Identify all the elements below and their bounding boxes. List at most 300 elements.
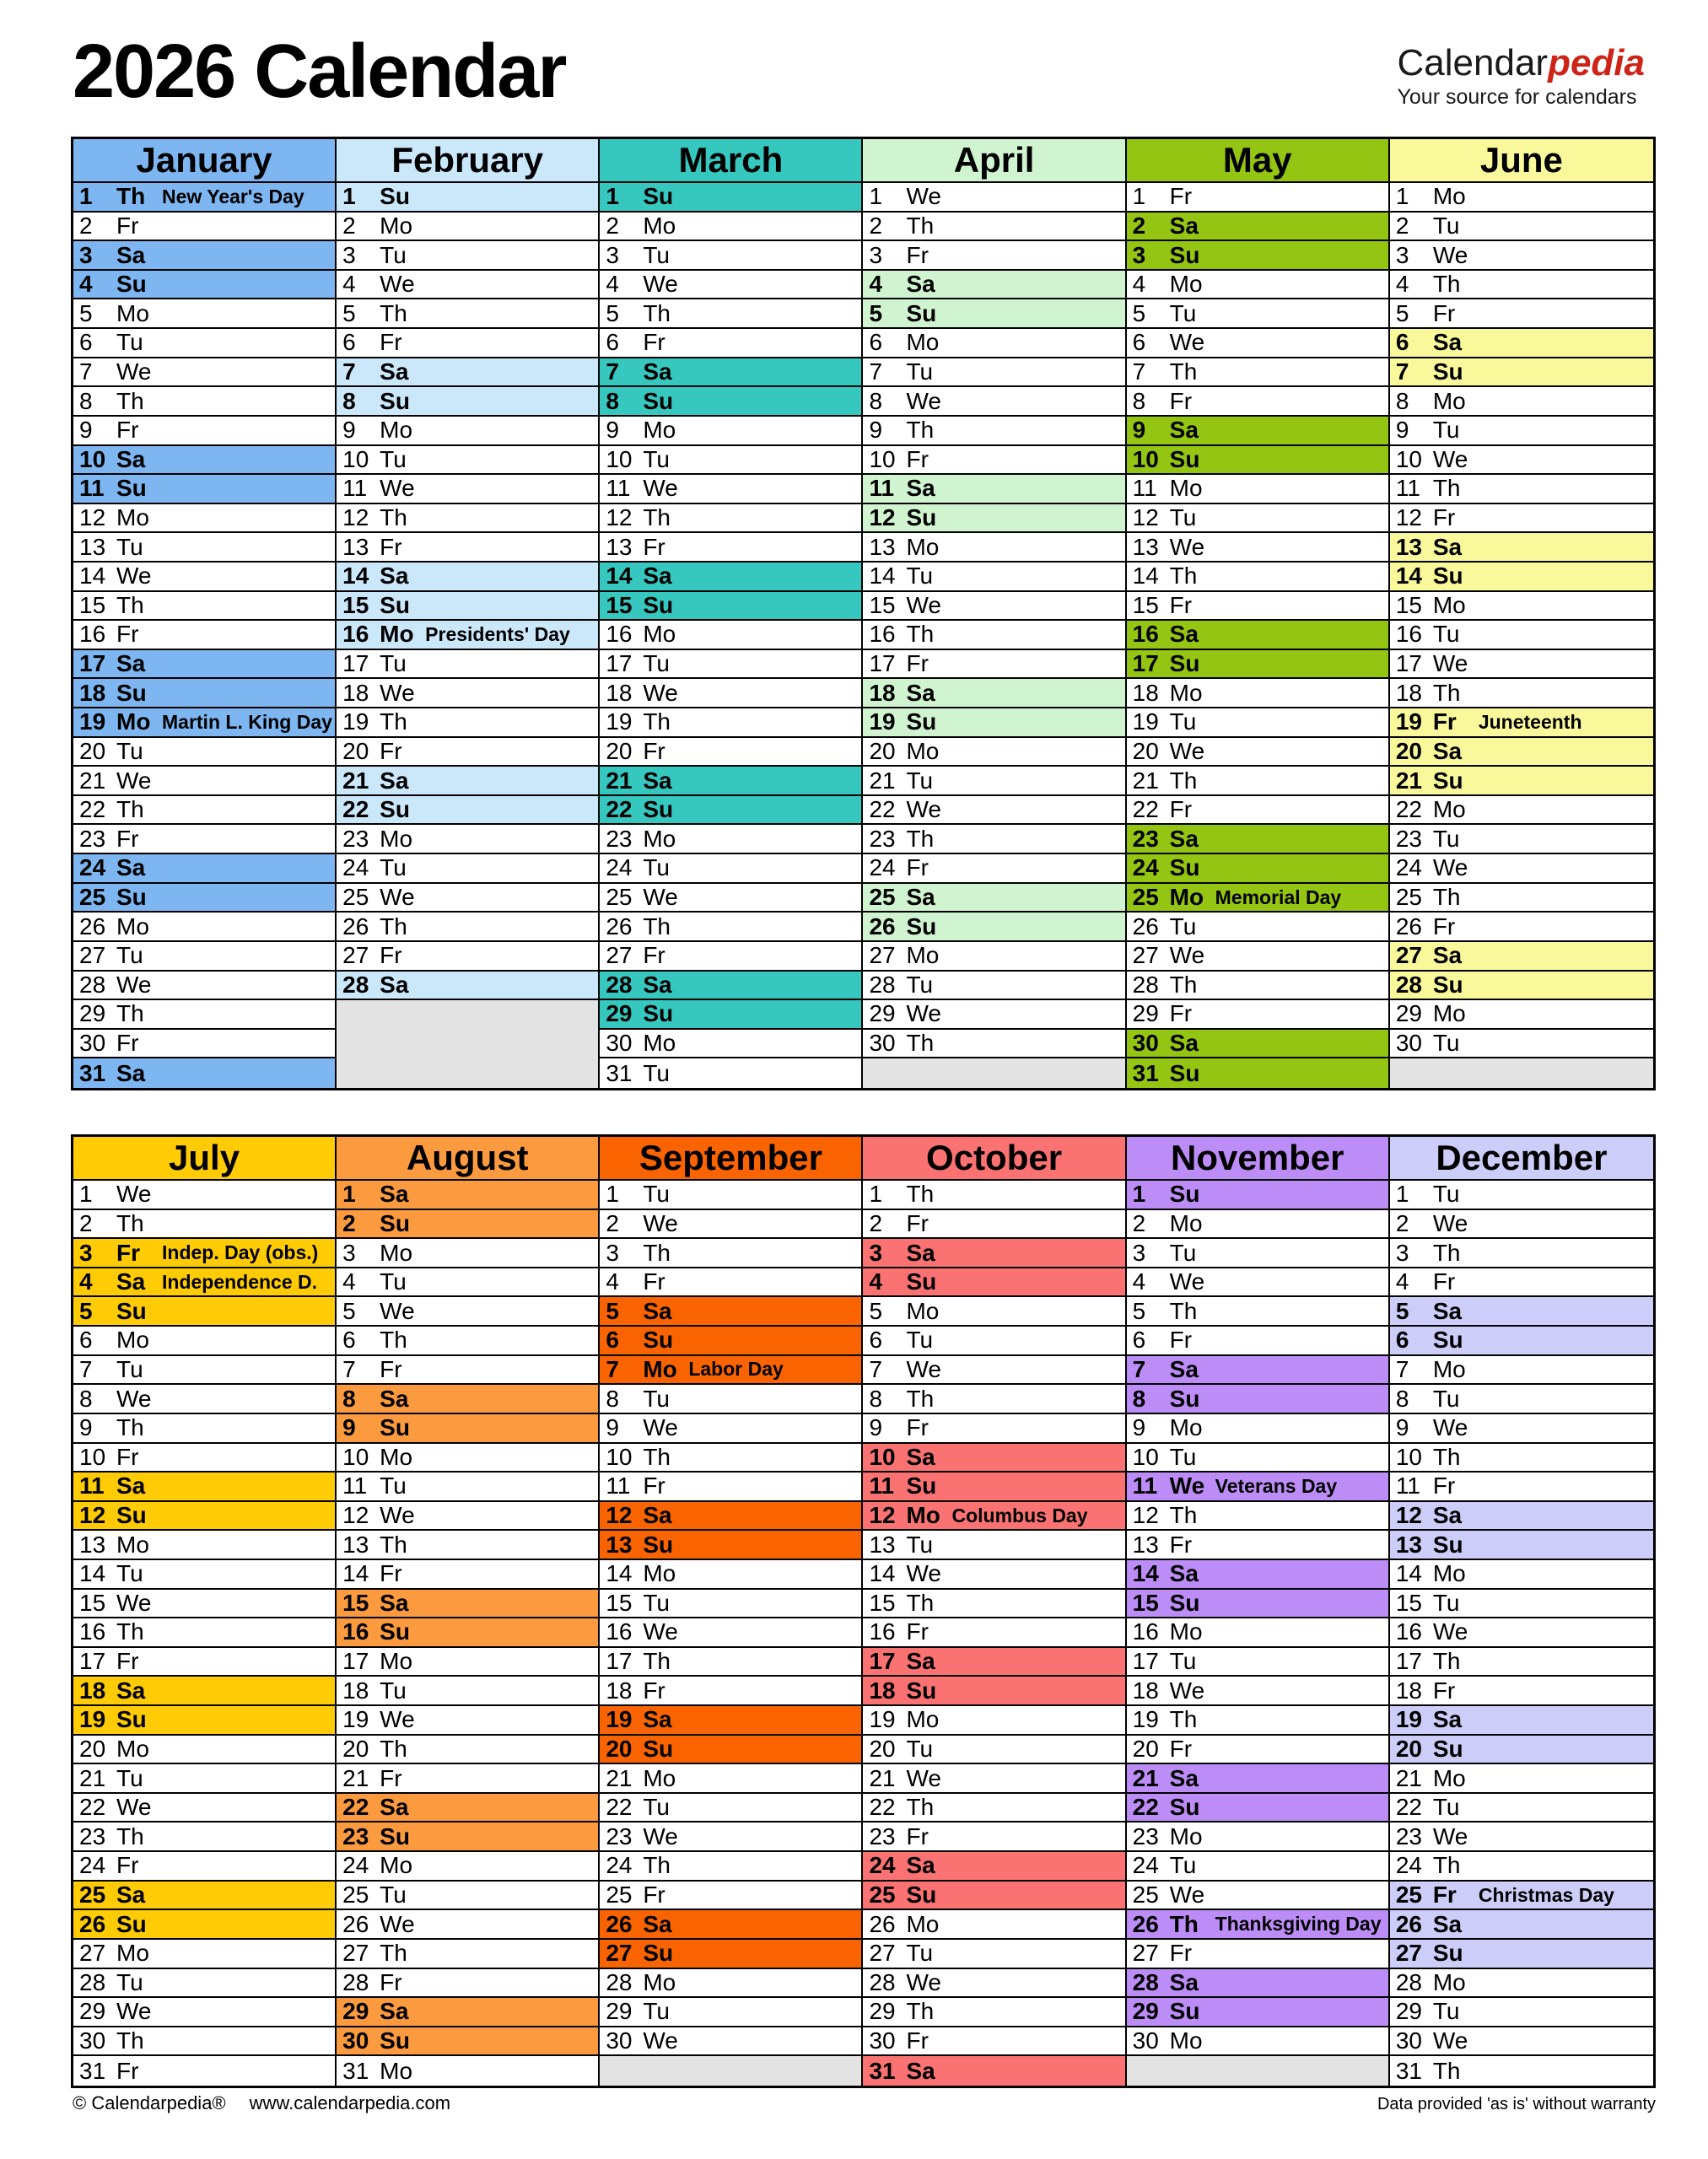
day-row-february-25: [337, 884, 598, 913]
day-number: 9: [1395, 1414, 1409, 1441]
day-weekday: Mo: [1432, 1000, 1466, 1027]
day-number: 21: [869, 1764, 896, 1791]
month-header-april: April: [863, 139, 1124, 183]
day-number: 20: [869, 737, 896, 764]
day-weekday: Mo: [643, 212, 676, 239]
day-number: 11: [79, 1473, 105, 1499]
day-weekday: Tu: [116, 942, 143, 969]
day-row-september-19: [600, 1706, 861, 1736]
day-number: 3: [1132, 1239, 1146, 1266]
day-number: 4: [79, 271, 93, 298]
day-number: 23: [1132, 1822, 1159, 1849]
day-number: 9: [79, 1414, 93, 1441]
day-weekday: Tu: [116, 1968, 143, 1995]
day-row-july-12: [73, 1502, 335, 1532]
day-row-november-29: [1127, 1998, 1388, 2027]
day-row-december-6: [1390, 1327, 1653, 1356]
day-row-may-17: [1127, 650, 1388, 680]
day-number: 16: [342, 1618, 369, 1645]
day-weekday: Fr: [643, 1268, 665, 1295]
day-weekday: Fr: [643, 1882, 665, 1908]
day-row-may-18: [1127, 679, 1388, 708]
day-row-november-13: [1127, 1531, 1388, 1560]
day-row-october-13: [863, 1531, 1124, 1560]
day-number: 9: [606, 417, 619, 444]
day-number: 22: [1132, 1794, 1159, 1821]
day-number: 21: [1395, 767, 1422, 794]
day-number: 27: [1132, 942, 1159, 969]
day-number: 23: [1132, 825, 1159, 852]
day-weekday: Tu: [116, 533, 143, 560]
day-row-october-17: [863, 1648, 1124, 1677]
day-weekday: Fr: [906, 1209, 929, 1236]
day-weekday: Su: [116, 884, 147, 910]
day-number: 10: [869, 1443, 896, 1470]
day-weekday: Sa: [906, 679, 935, 706]
day-row-july-29: [73, 1998, 335, 2027]
day-row-march-15: [600, 592, 861, 622]
day-row-january-13: [73, 533, 335, 563]
day-weekday: Fr: [1432, 299, 1456, 326]
day-number: 23: [606, 1822, 633, 1849]
calendarpedia-logo: [1398, 44, 1645, 110]
day-number: 27: [869, 1940, 896, 1967]
day-weekday: We: [1169, 737, 1205, 764]
day-row-march-8: [600, 387, 861, 417]
day-number: 21: [79, 1764, 106, 1791]
day-number: 16: [1132, 621, 1159, 648]
day-number: 28: [79, 1968, 106, 1995]
day-row-march-31: [600, 1058, 861, 1088]
day-weekday: Tu: [1432, 825, 1460, 852]
day-number: 2: [79, 1209, 93, 1236]
day-row-august-21: [337, 1764, 598, 1794]
day-row-april-19: [863, 708, 1124, 738]
day-weekday: We: [116, 1998, 152, 2025]
day-row-january-27: [73, 942, 335, 972]
day-weekday: Su: [1169, 241, 1200, 268]
day-row-february-17: [337, 650, 598, 680]
day-weekday: Tu: [116, 1560, 143, 1587]
day-number: 14: [1395, 563, 1422, 590]
day-weekday: Th: [643, 1239, 671, 1266]
day-weekday: Th: [116, 183, 146, 210]
day-weekday: Mo: [380, 1239, 413, 1266]
day-weekday: Mo: [1169, 679, 1203, 706]
day-number: 2: [1132, 212, 1146, 239]
day-number: 6: [1395, 329, 1409, 356]
day-weekday: Th: [906, 1589, 935, 1616]
day-row-january-7: [73, 358, 335, 388]
day-weekday: Sa: [1169, 212, 1199, 239]
day-row-january-18: [73, 679, 335, 708]
day-weekday: We: [380, 271, 415, 298]
day-weekday: Sa: [116, 1677, 146, 1704]
day-weekday: We: [906, 1968, 941, 1995]
day-weekday: Su: [380, 183, 410, 210]
day-number: 10: [79, 1443, 106, 1470]
day-row-december-4: [1390, 1268, 1653, 1298]
day-row-march-17: [600, 650, 861, 680]
day-weekday: Mo: [1169, 1209, 1203, 1236]
month-column-july: [73, 1137, 337, 2086]
day-number: 3: [342, 241, 356, 268]
day-weekday: Sa: [906, 475, 935, 502]
day-row-august-22: [337, 1794, 598, 1823]
day-number: 21: [1132, 1764, 1159, 1791]
day-weekday: Fr: [643, 329, 665, 356]
day-row-february-20: [337, 738, 598, 767]
day-number: 24: [606, 1852, 633, 1879]
day-weekday: Sa: [643, 1706, 672, 1733]
day-number: 1: [1395, 1181, 1409, 1208]
day-weekday: Mo: [116, 299, 149, 326]
day-number: 2: [606, 212, 619, 239]
day-number: 2: [342, 212, 356, 239]
day-weekday: Su: [1169, 1181, 1200, 1208]
day-number: 2: [342, 1209, 356, 1236]
day-number: 1: [79, 1181, 93, 1208]
day-weekday: Sa: [380, 1181, 409, 1208]
day-weekday: Su: [116, 679, 147, 706]
day-weekday: We: [380, 1502, 415, 1529]
day-number: 26: [79, 913, 106, 940]
day-number: 28: [869, 971, 896, 998]
day-weekday: Tu: [643, 854, 670, 881]
day-row-september-6: [600, 1327, 861, 1356]
day-row-february-18: [337, 679, 598, 708]
day-row-november-20: [1127, 1736, 1388, 1765]
day-weekday: Mo: [906, 329, 940, 356]
month-column-may: [1127, 139, 1390, 1088]
day-row-june-6: [1390, 329, 1653, 358]
day-weekday: Mo: [1169, 271, 1203, 298]
day-number: 24: [606, 854, 633, 881]
day-weekday: Th: [1169, 1297, 1198, 1324]
day-row-march-30: [600, 1030, 861, 1059]
day-weekday: Fr: [643, 1473, 665, 1499]
day-number: 25: [1395, 1882, 1422, 1908]
day-weekday: Tu: [643, 1589, 670, 1616]
day-number: 13: [869, 1531, 896, 1558]
day-number: 27: [606, 1940, 633, 1967]
footer-url: www.calendarpedia.com: [249, 2092, 451, 2113]
day-row-may-3: [1127, 241, 1388, 271]
day-weekday: Su: [380, 796, 410, 823]
day-row-december-26: [1390, 1910, 1653, 1940]
day-weekday: Mo: [116, 1940, 149, 1967]
day-number: 19: [869, 708, 896, 735]
day-number: 11: [342, 1473, 368, 1499]
day-number: 30: [1395, 1030, 1422, 1057]
day-number: 12: [342, 1502, 369, 1529]
day-number: 7: [869, 1355, 883, 1382]
day-number: 14: [342, 563, 369, 590]
day-weekday: Th: [116, 1414, 144, 1441]
day-row-july-19: [73, 1706, 335, 1736]
day-row-february-5: [337, 299, 598, 329]
day-number: 4: [606, 1268, 619, 1295]
day-row-september-26: [600, 1910, 861, 1940]
day-number: 20: [1395, 737, 1422, 764]
day-weekday: Th: [643, 1648, 671, 1675]
day-weekday: Tu: [643, 241, 670, 268]
day-row-august-20: [337, 1736, 598, 1765]
day-number: 6: [869, 329, 883, 356]
day-weekday: Mo: [380, 1443, 413, 1470]
day-number: 22: [342, 1794, 369, 1821]
day-row-july-1: [73, 1181, 335, 1210]
day-weekday: Th: [116, 591, 144, 618]
day-number: 20: [1395, 1735, 1422, 1762]
day-row-september-8: [600, 1385, 861, 1414]
day-weekday: Th: [906, 1181, 935, 1208]
day-row-december-20: [1390, 1736, 1653, 1765]
day-number: 18: [869, 679, 896, 706]
day-weekday: Sa: [116, 1882, 146, 1908]
day-number: 11: [1132, 475, 1157, 502]
day-number: 27: [79, 1940, 106, 1967]
day-number: 15: [1132, 591, 1159, 618]
day-weekday: Mo: [380, 621, 414, 648]
day-number: 2: [1132, 1209, 1146, 1236]
day-weekday: Mo: [906, 533, 940, 560]
day-weekday: Fr: [380, 737, 402, 764]
day-weekday: Su: [380, 2027, 410, 2054]
day-row-january-2: [73, 213, 335, 242]
day-number: 8: [869, 1385, 883, 1412]
day-row-august-27: [337, 1940, 598, 1969]
day-number: 19: [1132, 708, 1159, 735]
day-weekday: Tu: [906, 1327, 934, 1354]
day-number: 28: [1132, 1968, 1159, 1995]
day-weekday: Fr: [116, 2057, 139, 2084]
day-number: 26: [79, 1910, 106, 1937]
day-weekday: We: [380, 1706, 415, 1733]
day-row-august-18: [337, 1677, 598, 1706]
day-number: 8: [1395, 387, 1409, 414]
day-weekday: Su: [643, 796, 674, 823]
day-number: 16: [869, 1618, 896, 1645]
day-row-november-5: [1127, 1297, 1388, 1327]
day-row-april-29: [863, 1000, 1124, 1030]
day-number: 30: [79, 2027, 106, 2054]
day-row-october-27: [863, 1940, 1124, 1969]
day-row-november-25: [1127, 1882, 1388, 1911]
day-number: 9: [342, 1414, 356, 1441]
day-weekday: Mo: [643, 1968, 676, 1995]
holiday-label: Thanksgiving Day: [1215, 1913, 1382, 1936]
day-weekday: Th: [1432, 1852, 1461, 1879]
day-number: 30: [1395, 2027, 1422, 2054]
day-weekday: Tu: [380, 1473, 407, 1499]
day-row-march-22: [600, 796, 861, 826]
day-number: 22: [606, 796, 633, 823]
day-row-october-7: [863, 1356, 1124, 1386]
day-number: 13: [1395, 533, 1422, 560]
day-row-april-4: [863, 271, 1124, 300]
holiday-label: Indep. Day (obs.): [162, 1241, 319, 1264]
day-number: 29: [1132, 1000, 1159, 1027]
day-weekday: Th: [1432, 475, 1461, 502]
day-number: 18: [342, 679, 369, 706]
day-weekday: Th: [380, 913, 407, 940]
day-number: 29: [79, 1000, 106, 1027]
day-number: 2: [606, 1209, 619, 1236]
holiday-label: Martin L. King Day: [162, 710, 332, 733]
day-row-march-3: [600, 241, 861, 271]
day-row-may-8: [1127, 387, 1388, 417]
day-number: 1: [1132, 1181, 1146, 1208]
day-number: 13: [869, 533, 896, 560]
day-number: 22: [1395, 796, 1422, 823]
day-number: 14: [1132, 563, 1159, 590]
day-number: 23: [606, 825, 633, 852]
day-weekday: Th: [380, 504, 407, 531]
day-weekday: We: [116, 563, 152, 590]
day-weekday: Sa: [380, 1589, 409, 1616]
day-row-september-12: [600, 1502, 861, 1532]
day-row-july-22: [73, 1794, 335, 1823]
day-weekday: Fr: [1169, 387, 1193, 414]
day-number: 19: [79, 708, 106, 735]
day-row-september-30: [600, 2027, 861, 2057]
day-number: 12: [1132, 504, 1159, 531]
day-number: 11: [1395, 1473, 1420, 1499]
day-number: 7: [1395, 1355, 1409, 1382]
day-row-january-29: [73, 1000, 335, 1030]
day-row-may-19: [1127, 708, 1388, 738]
day-weekday: Th: [1169, 563, 1198, 590]
day-row-january-16: [73, 621, 335, 650]
day-row-february-2: [337, 213, 598, 242]
day-number: 9: [869, 1414, 883, 1441]
day-row-april-5: [863, 299, 1124, 329]
day-row-february-9: [337, 417, 598, 446]
day-row-february-3: [337, 241, 598, 271]
day-row-december-15: [1390, 1590, 1653, 1619]
day-number: 31: [1395, 2057, 1422, 2084]
day-row-april-22: [863, 796, 1124, 826]
day-row-april-28: [863, 972, 1124, 1001]
day-number: 1: [606, 183, 619, 210]
day-row-november-30: [1127, 2027, 1388, 2057]
month-column-march: [600, 139, 863, 1088]
day-number: 8: [79, 387, 93, 414]
day-weekday: Tu: [1169, 299, 1197, 326]
day-weekday: Su: [116, 271, 147, 298]
day-weekday: Tu: [1169, 1443, 1197, 1470]
day-row-august-29: [337, 1998, 598, 2027]
day-weekday: We: [1169, 329, 1205, 356]
day-row-may-29: [1127, 1000, 1388, 1030]
day-number: 6: [606, 1327, 619, 1354]
day-number: 5: [79, 1297, 93, 1324]
day-row-november-10: [1127, 1444, 1388, 1473]
day-number: 12: [79, 1502, 106, 1529]
day-weekday: Tu: [643, 1181, 670, 1208]
day-number: 22: [606, 1794, 633, 1821]
day-number: 3: [79, 1239, 93, 1266]
day-weekday: Fr: [116, 1030, 139, 1057]
day-number: 28: [869, 1968, 896, 1995]
day-weekday: Tu: [906, 971, 934, 998]
day-number: 3: [342, 1239, 356, 1266]
day-row-march-4: [600, 271, 861, 300]
day-number: 17: [1395, 650, 1422, 677]
day-row-june-19: [1390, 708, 1653, 738]
day-row-august-1: [337, 1181, 598, 1210]
day-row-december-12: [1390, 1502, 1653, 1532]
day-weekday: We: [906, 1355, 941, 1382]
day-number: 27: [342, 942, 369, 969]
day-number: 19: [79, 1706, 106, 1733]
day-weekday: Th: [643, 504, 671, 531]
day-weekday: Su: [643, 1940, 674, 1967]
day-row-may-7: [1127, 358, 1388, 388]
day-weekday: Sa: [643, 1502, 672, 1529]
day-weekday: Su: [1432, 1735, 1463, 1762]
day-row-august-12: [337, 1502, 598, 1532]
day-row-october-6: [863, 1327, 1124, 1356]
day-row-february-13: [337, 533, 598, 563]
day-row-october-15: [863, 1590, 1124, 1619]
day-number: 22: [79, 1794, 106, 1821]
day-row-july-6: [73, 1327, 335, 1356]
day-row-november-4: [1127, 1268, 1388, 1298]
day-row-july-7: [73, 1356, 335, 1386]
day-row-january-10: [73, 446, 335, 476]
day-weekday: Th: [1432, 884, 1461, 910]
day-row-november-23: [1127, 1822, 1388, 1852]
day-number: 28: [1395, 1968, 1422, 1995]
day-weekday: Tu: [906, 563, 934, 590]
day-number: 19: [1132, 1706, 1159, 1733]
day-weekday: Tu: [643, 650, 670, 677]
day-row-june-7: [1390, 358, 1653, 388]
day-row-november-12: [1127, 1502, 1388, 1532]
day-weekday: Sa: [906, 1852, 935, 1879]
day-row-april-2: [863, 213, 1124, 242]
logo-text-pedia: pedia: [1548, 42, 1645, 83]
day-weekday: Su: [643, 387, 674, 414]
day-weekday: Mo: [1432, 591, 1466, 618]
day-weekday: Tu: [1169, 1648, 1197, 1675]
day-row-october-8: [863, 1385, 1124, 1414]
day-number: 30: [342, 2027, 369, 2054]
day-number: 21: [1395, 1764, 1422, 1791]
day-row-december-19: [1390, 1706, 1653, 1736]
day-weekday: Su: [380, 591, 410, 618]
day-weekday: Tu: [380, 445, 407, 472]
day-number: 24: [869, 854, 896, 881]
day-number: 9: [79, 417, 93, 444]
day-weekday: Sa: [1169, 417, 1199, 444]
day-weekday: Fr: [906, 2027, 929, 2054]
day-row-september-16: [600, 1618, 861, 1648]
day-weekday: Mo: [643, 825, 676, 852]
day-row-july-18: [73, 1677, 335, 1706]
day-weekday: Su: [643, 183, 674, 210]
day-weekday: We: [906, 183, 941, 210]
day-number: 25: [342, 1882, 369, 1908]
day-weekday: Fr: [116, 1443, 139, 1470]
day-number: 25: [79, 884, 106, 910]
day-row-august-14: [337, 1560, 598, 1590]
day-number: 5: [1395, 299, 1409, 326]
day-weekday: Th: [906, 1385, 935, 1412]
day-number: 19: [342, 1706, 369, 1733]
